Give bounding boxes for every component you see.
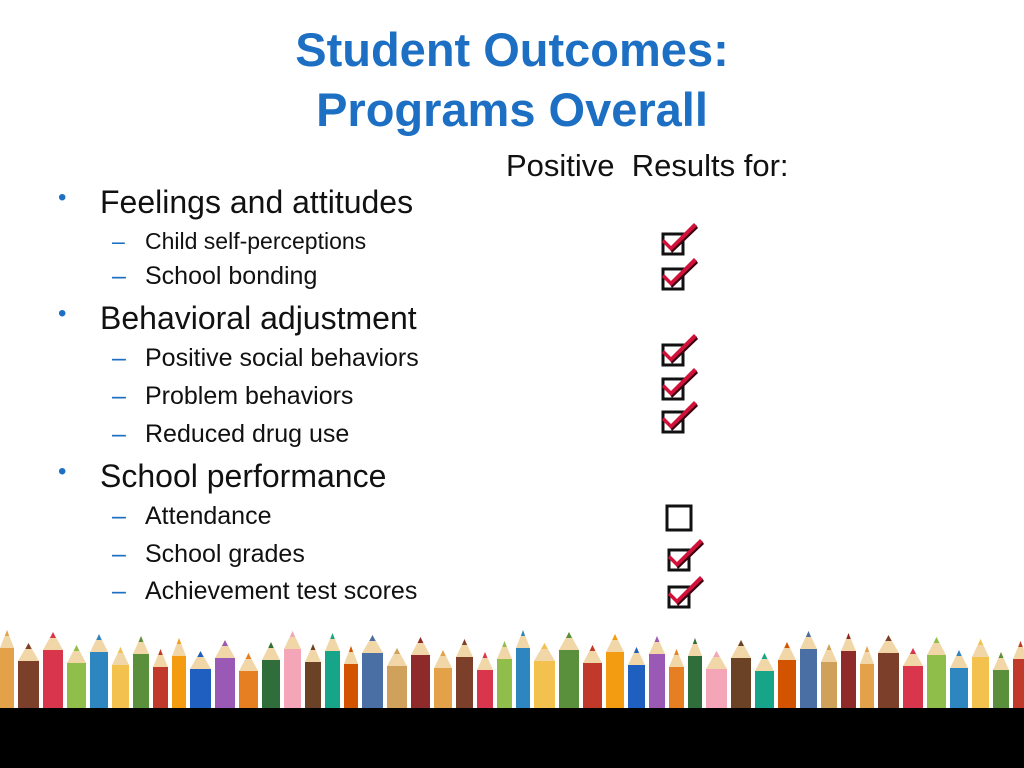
pencil-tip [784, 642, 789, 648]
checkbox-school-grades [666, 538, 706, 574]
pencil-tip [934, 637, 940, 643]
pencil-tip [885, 635, 891, 641]
checkbox-attendance [664, 500, 704, 536]
list-item-attendance [112, 502, 272, 531]
pencil-tip [462, 639, 467, 645]
item-label: Positive social behaviors [145, 344, 419, 372]
pencil-body [688, 656, 702, 710]
list-item-problem-behaviors [112, 382, 354, 411]
dash-icon: – [112, 262, 126, 290]
pencil-tip [158, 649, 163, 655]
pencil-body [778, 660, 796, 710]
pencil-body [534, 661, 555, 710]
pencil [456, 639, 473, 710]
pencil-tip [5, 630, 9, 636]
pencil [778, 642, 796, 710]
pencil-tip [96, 634, 101, 640]
colored-pencils-decoration [0, 620, 1024, 710]
pencil-body [305, 662, 321, 710]
pencil-tip [290, 631, 295, 637]
section-feelings-attitudes [58, 184, 414, 221]
pencil [325, 633, 340, 710]
pencil-body [972, 657, 989, 710]
pencil [841, 633, 856, 710]
item-label: Achievement test scores [145, 577, 418, 605]
checked-box-icon [666, 538, 706, 574]
pencil-tip [139, 636, 144, 642]
pencil-body [90, 652, 108, 710]
pencil-body [903, 666, 923, 710]
pencil-tip [1018, 641, 1023, 647]
pencil-body [172, 656, 186, 710]
pencil-tip [541, 643, 547, 649]
section-behavioral-adjustment [58, 300, 417, 337]
pencil-body [477, 670, 493, 710]
pencil [583, 645, 602, 710]
checkbox-positive-social-behaviors [660, 333, 700, 369]
empty-box-icon [664, 500, 704, 536]
pencil [434, 650, 452, 710]
pencil-tip [655, 636, 660, 642]
pencil [305, 644, 321, 710]
dash-icon: – [112, 502, 126, 530]
pencil [284, 631, 301, 710]
pencil-body [731, 658, 751, 710]
pencil-tip [865, 646, 869, 652]
pencil-body [284, 649, 301, 710]
pencil-body [43, 650, 63, 710]
pencil [497, 641, 512, 710]
pencil-body [112, 665, 129, 710]
section-label: Feelings and attitudes [100, 184, 414, 220]
pencil [628, 647, 645, 710]
pencil-tip [566, 632, 572, 638]
pencil-tip [418, 637, 424, 643]
pencil [362, 635, 383, 710]
pencil-tip [502, 641, 507, 647]
checked-box-icon [660, 400, 700, 436]
bullet-icon: • [58, 458, 67, 485]
pencil-body [153, 667, 168, 710]
checked-box-icon [660, 257, 700, 293]
pencil [477, 652, 493, 710]
pencil [344, 646, 358, 710]
pencil [411, 637, 430, 710]
item-label: Reduced drug use [145, 420, 350, 448]
pencil-tip [806, 631, 811, 637]
pencil-tip [846, 633, 851, 639]
pencil-tip [910, 648, 916, 654]
pencil [262, 642, 280, 710]
pencil [1013, 641, 1024, 710]
pencil [215, 640, 235, 710]
pencil-body [18, 661, 39, 710]
section-label: Behavioral adjustment [100, 300, 417, 336]
list-item-reduced-drug-use [112, 420, 350, 449]
pencil-tip [956, 650, 961, 656]
title-line-2: Programs Overall [316, 83, 708, 136]
bottom-bar [0, 708, 1024, 768]
checkbox-school-bonding [660, 257, 700, 293]
dash-icon: – [112, 540, 126, 568]
item-label: Attendance [145, 502, 272, 530]
pencil-body [215, 658, 235, 710]
pencil-tip [762, 653, 768, 659]
checkbox-child-self-perceptions [660, 222, 700, 258]
pencil-body [456, 657, 473, 710]
dash-icon: – [112, 577, 126, 605]
pencil-tip [440, 650, 445, 656]
pencil-tip [394, 648, 400, 654]
pencil-tip [118, 647, 123, 653]
pencil-body [950, 668, 968, 710]
pencil [950, 650, 968, 710]
pencil-tip [612, 634, 617, 640]
pencil-body [628, 665, 645, 710]
pencil-body [434, 668, 452, 710]
pencil-body [755, 671, 774, 710]
checked-box-icon [666, 575, 706, 611]
pencil-tip [713, 651, 719, 657]
pencil-tip [246, 653, 252, 659]
list-item-school-grades [112, 540, 305, 569]
pencil [606, 634, 624, 710]
pencil-body [860, 664, 874, 710]
pencil-body [649, 654, 665, 710]
pencil-body [800, 649, 817, 710]
dash-icon: – [112, 420, 126, 448]
pencil-body [841, 651, 856, 710]
checkbox-square [667, 506, 691, 530]
pencil-body [606, 652, 624, 710]
bullet-icon: • [58, 300, 67, 327]
checkbox-achievement-test-scores [666, 575, 706, 611]
pencil-body [67, 663, 86, 710]
title-line-1: Student Outcomes: [295, 23, 729, 76]
pencil-body [559, 650, 579, 710]
checkbox-reduced-drug-use [660, 400, 700, 436]
pencil-body [821, 662, 837, 710]
dash-icon: – [112, 382, 126, 410]
pencil-body [583, 663, 602, 710]
checked-box-icon [660, 333, 700, 369]
pencil [0, 630, 14, 710]
pencil-body [239, 671, 258, 710]
pencil [731, 640, 751, 710]
checkbox-problem-behaviors [660, 367, 700, 403]
pencil-body [325, 651, 340, 710]
pencil [559, 632, 579, 710]
pencil-body [0, 648, 14, 710]
pencil [190, 651, 211, 710]
list-item-school-bonding [112, 262, 318, 291]
pencil-body [344, 664, 358, 710]
pencil-wood [1013, 641, 1024, 659]
pencil-body [497, 659, 512, 710]
pencil [516, 630, 530, 710]
pencil-tip [738, 640, 744, 646]
pencil-tip [74, 645, 80, 651]
pencil [800, 631, 817, 710]
section-label: School performance [100, 458, 387, 494]
pencil [903, 648, 923, 710]
pencil [860, 646, 874, 710]
pencil-body [993, 670, 1009, 710]
dash-icon: – [112, 344, 126, 372]
item-label: School grades [145, 540, 305, 568]
pencil [706, 651, 727, 710]
pencil-tip [369, 635, 375, 641]
pencil [43, 632, 63, 710]
pencil-body [669, 667, 684, 710]
pencil [67, 645, 86, 710]
pencil-body [362, 653, 383, 710]
section-school-performance [58, 458, 387, 495]
results-header: Positive Results for: [506, 148, 789, 183]
pencil [239, 653, 258, 710]
pencil-tip [222, 640, 228, 646]
pencil-body [516, 648, 530, 710]
list-item-child-self-perceptions [112, 228, 367, 255]
item-label: Problem behaviors [145, 382, 354, 410]
pencil-body [190, 669, 211, 710]
pencil-tip [521, 630, 525, 636]
pencil [387, 648, 407, 710]
list-item-achievement-test-scores [112, 577, 418, 606]
pencil [153, 649, 168, 710]
pencil-tip [177, 638, 181, 644]
list-item-positive-social-behaviors [112, 344, 419, 373]
pencil [993, 652, 1009, 710]
pencil-tip [25, 643, 31, 649]
pencil [534, 643, 555, 710]
pencil [821, 644, 837, 710]
pencil-body [387, 666, 407, 710]
pencil-body [411, 655, 430, 710]
pencil [112, 647, 129, 710]
pencil [649, 636, 665, 710]
pencil-tip [268, 642, 273, 648]
pencil-tip [197, 651, 203, 657]
pencil-body [133, 654, 149, 710]
pencil-tip [330, 633, 335, 639]
pencil [18, 643, 39, 710]
pencil [669, 649, 684, 710]
pencil-body [878, 653, 899, 710]
pencil [90, 634, 108, 710]
item-label: School bonding [145, 262, 318, 290]
pencil-body [1013, 659, 1024, 710]
pencil-tip [483, 652, 488, 658]
pencil-body [262, 660, 280, 710]
pencil [927, 637, 946, 710]
pencil [878, 635, 899, 710]
pencil [172, 638, 186, 710]
bullet-icon: • [58, 184, 67, 211]
pencil [688, 638, 702, 710]
pencil-tip [827, 644, 832, 650]
dash-icon: – [112, 228, 125, 254]
pencil-tip [693, 638, 697, 644]
pencil-tip [674, 649, 679, 655]
pencil-tip [50, 632, 56, 638]
pencil-body [706, 669, 727, 710]
slide-title [0, 20, 1024, 140]
checked-box-icon [660, 367, 700, 403]
pencil-body [927, 655, 946, 710]
pencil-tip [311, 644, 316, 650]
item-label: Child self-perceptions [145, 228, 367, 254]
checked-box-icon [660, 222, 700, 258]
pencil [755, 653, 774, 710]
pencil-tip [978, 639, 983, 645]
pencil-tip [999, 652, 1004, 658]
pencil-tip [349, 646, 353, 652]
pencil-tip [634, 647, 639, 653]
pencil [133, 636, 149, 710]
pencil-tip [590, 645, 596, 651]
pencil [972, 639, 989, 710]
